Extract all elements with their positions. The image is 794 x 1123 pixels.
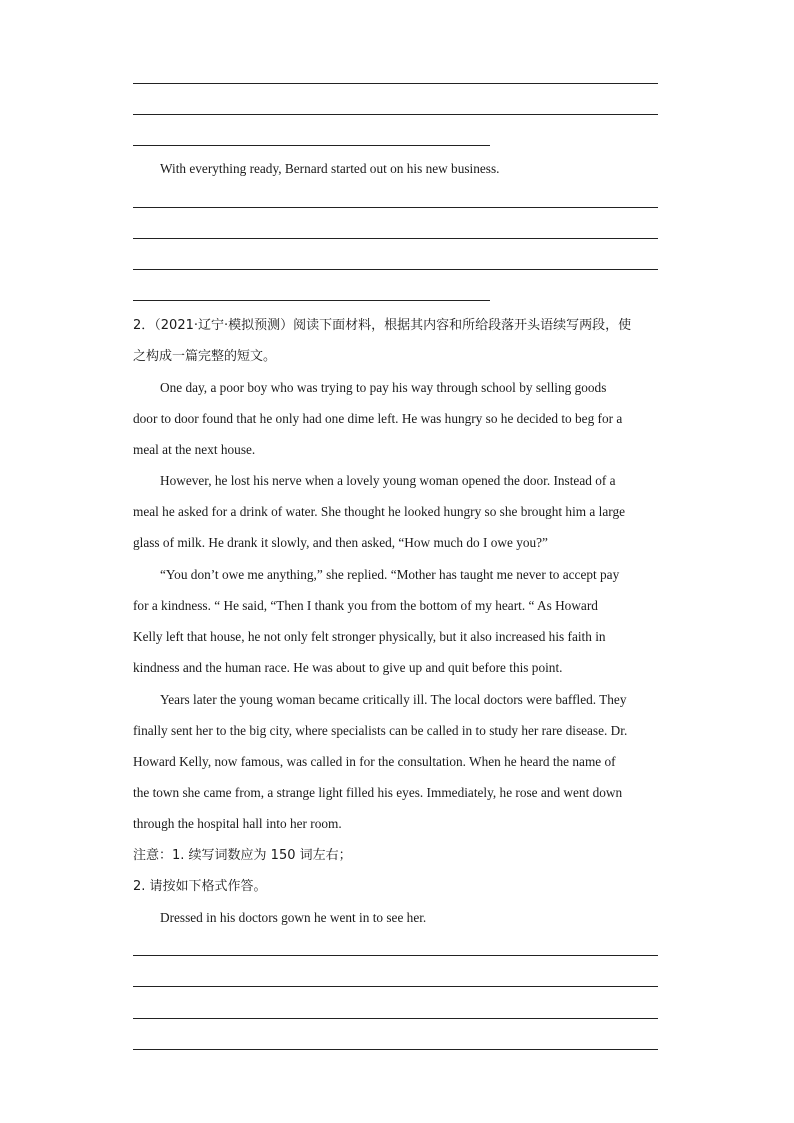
answer-line	[133, 269, 658, 270]
passage-line: One day, a poor boy who was trying to pay his way through school by selling goods	[160, 380, 607, 395]
question-header: 2．（2021·辽宁·模拟预测）阅读下面材料，根据其内容和所给段落开头语续写两段，使	[133, 318, 632, 333]
answer-line	[133, 986, 658, 987]
question-header-cont: 之构成一篇完整的短文。	[133, 349, 277, 364]
answer-line	[133, 238, 658, 239]
passage-line: through the hospital hall into her room.	[133, 816, 342, 831]
passage-line: the town she came from, a strange light filled his eyes. Immediately, he rose and went down	[133, 785, 623, 800]
answer-line	[133, 114, 658, 115]
answer-line	[133, 300, 490, 301]
passage-line: meal at the next house.	[133, 442, 256, 457]
passage-line: Howard Kelly, now famous, was called in for the consultation. When he heard the name of	[133, 754, 616, 769]
passage-line: Years later the young woman became critically ill. The local doctors were baffled. They	[160, 692, 627, 707]
passage-line: “You don’t owe me anything,” she replied. “Mother has taught me never to accept pay	[160, 567, 620, 582]
answer-line	[133, 1049, 658, 1050]
note-format: 2. 请按如下格式作答。	[133, 879, 267, 894]
paragraph-opening: Dressed in his doctors gown he went in to see her.	[160, 910, 427, 925]
passage-line: meal he asked for a drink of water. She thought he looked hungry so she brought him a large	[133, 504, 625, 519]
answer-line	[133, 145, 490, 146]
answer-line	[133, 207, 658, 208]
answer-line	[133, 955, 658, 956]
passage-line: for a kindness. “ He said, “Then I thank you from the bottom of my heart. “ As Howard	[133, 598, 598, 613]
answer-line	[133, 83, 658, 84]
passage-line: kindness and the human race. He was about to give up and quit before this point.	[133, 660, 563, 675]
note-word-count: 注意：1. 续写词数应为 150 词左右；	[133, 848, 352, 863]
answer-line	[133, 1018, 658, 1019]
paragraph-opening: With everything ready, Bernard started out on his new business.	[160, 161, 500, 176]
passage-line: However, he lost his nerve when a lovely young woman opened the door. Instead of a	[160, 473, 616, 488]
passage-line: door to door found that he only had one dime left. He was hungry so he decided to beg for a	[133, 411, 623, 426]
passage-line: Kelly left that house, he not only felt stronger physically, but it also increased his faith in	[133, 629, 606, 644]
passage-line: finally sent her to the big city, where specialists can be called in to study her rare disease. Dr.	[133, 723, 628, 738]
passage-line: glass of milk. He drank it slowly, and then asked, “How much do I owe you?”	[133, 535, 548, 550]
